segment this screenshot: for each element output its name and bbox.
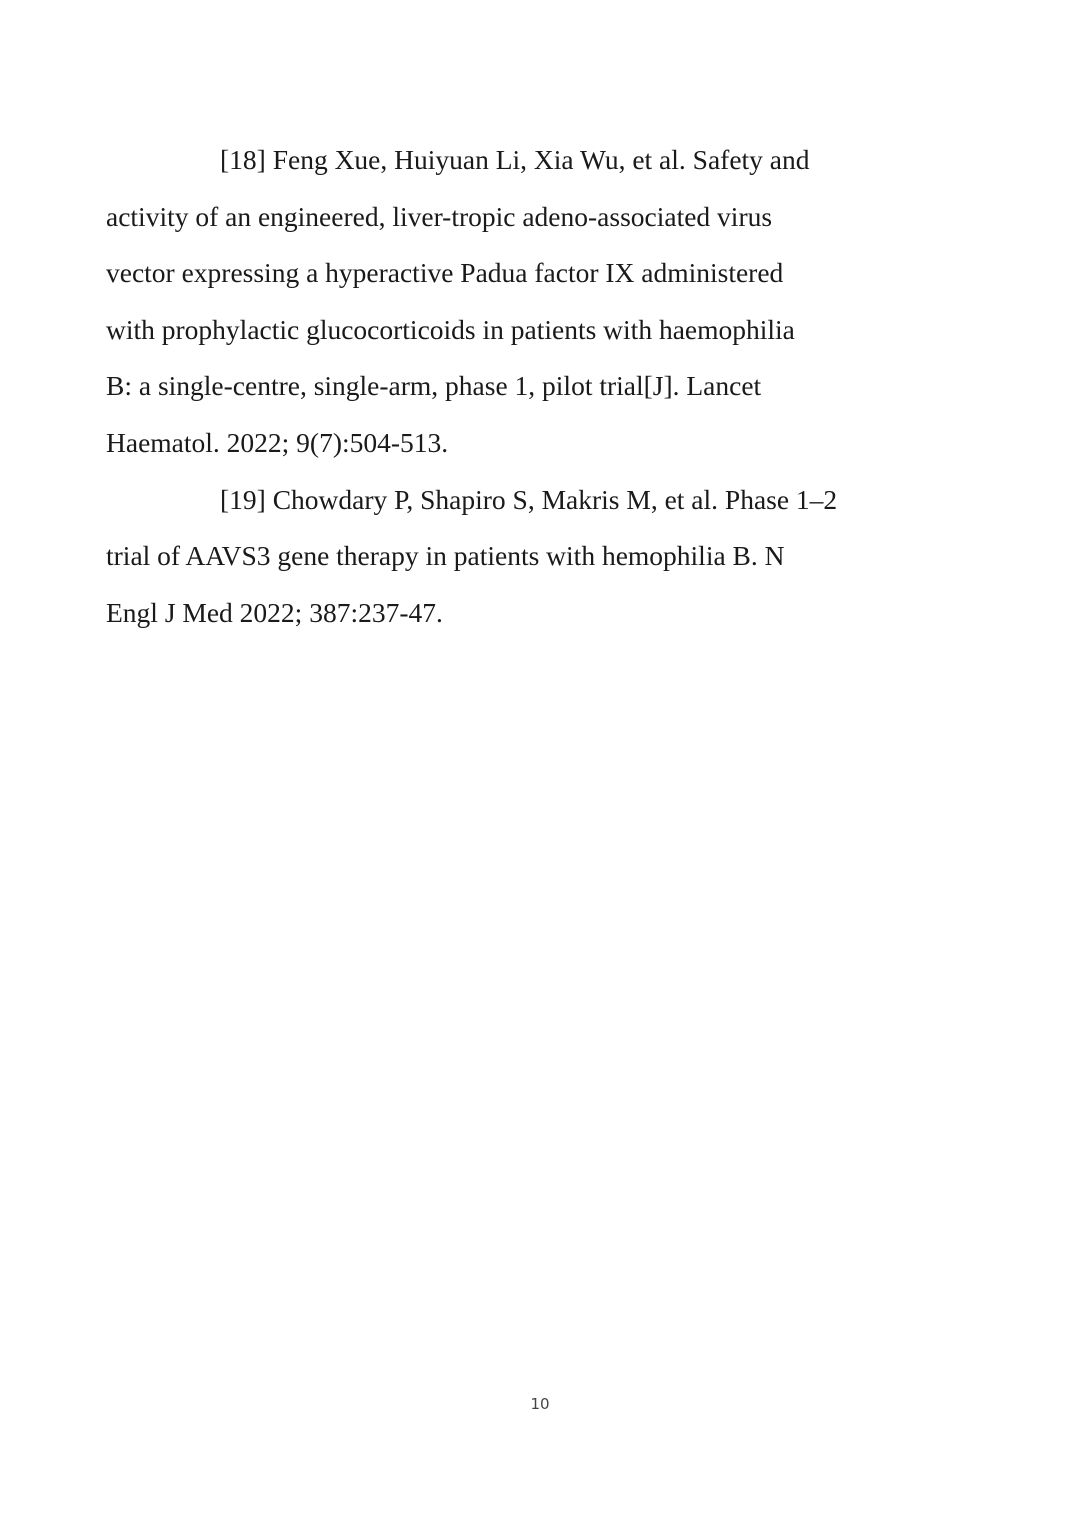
page-number: 10 xyxy=(530,1395,550,1413)
reference-18-line-6: Haematol. 2022; 9(7):504-513. xyxy=(106,426,449,458)
reference-18-line-3: vector expressing a hyperactive Padua factor IX administered xyxy=(106,257,784,289)
reference-list xyxy=(106,132,903,641)
reference-19 xyxy=(106,472,903,642)
reference-18-line-5: B: a single-centre, single-arm, phase 1, pilot trial[J]. Lancet xyxy=(106,370,762,402)
reference-18-line-1: [18] Feng Xue, Huiyuan Li, Xia Wu, et al. Safety and xyxy=(220,144,810,175)
reference-19-line-1: [19] Chowdary P, Shapiro S, Makris M, et al. Phase 1–2 xyxy=(220,483,838,515)
reference-18-line-2: activity of an engineered, liver-tropic adeno-associated virus xyxy=(106,200,773,232)
reference-19-line-3: Engl J Med 2022; 387:237-47. xyxy=(106,596,443,628)
reference-18 xyxy=(106,132,903,472)
reference-18-line-4: with prophylactic glucocorticoids in patients with haemophilia xyxy=(106,313,795,345)
reference-19-line-2: trial of AAVS3 gene therapy in patients with hemophilia B. N xyxy=(106,540,785,572)
